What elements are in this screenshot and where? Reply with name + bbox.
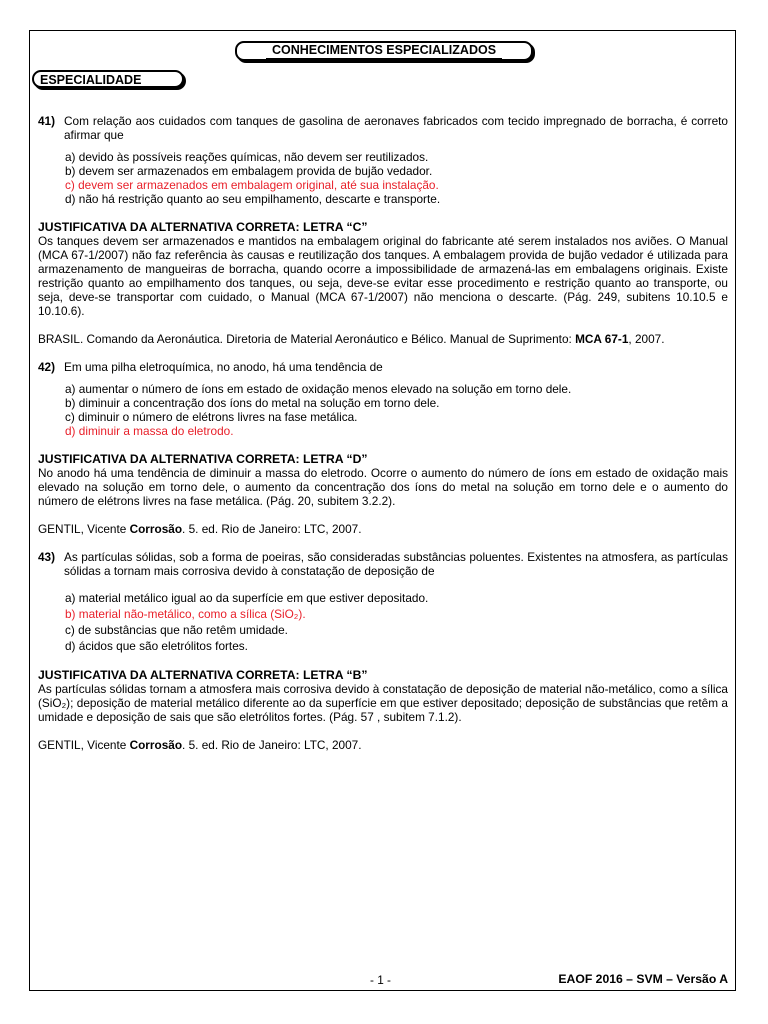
reference-pre: GENTIL, Vicente bbox=[38, 522, 130, 536]
reference-post: . 5. ed. Rio de Janeiro: LTC, 2007. bbox=[182, 738, 362, 752]
reference-bold: Corrosão bbox=[129, 522, 183, 536]
question-text: Com relação aos cuidados com tanques de gasolina de aeronaves fabricados com tecido impregnado de borracha, é correto afirmar que bbox=[64, 114, 728, 142]
question-42 bbox=[38, 360, 728, 536]
justification-text: No anodo há uma tendência de diminuir a massa do eletrodo. Ocorre o aumento do número de íons em estado de oxidação mais elevado na solução em torno dele, o aumento da concentração dos íons do metal na solução em torno dele e o aumento do número de elétrons livres na fase metálica. (Pág. 20, subitem 3.2.2). bbox=[38, 466, 728, 508]
option-d-correct: d) diminuir a massa do eletrodo. bbox=[65, 424, 234, 438]
reference-pre: BRASIL. Comando da Aeronáutica. Diretoria de Material Aeronáutico e Bélico. Manual de Suprimento: bbox=[38, 332, 576, 346]
option-c: c) diminuir o número de elétrons livres na fase metálica. bbox=[65, 410, 358, 424]
option-c: c) de substâncias que não retêm umidade. bbox=[65, 623, 288, 637]
question-text: As partículas sólidas, sob a forma de poeiras, são consideradas substâncias poluentes. Existentes na atmosfera, as partículas sólidas a tornam mais corrosiva devido à constatação de deposição de bbox=[64, 550, 728, 578]
specialty-badge bbox=[32, 70, 184, 88]
options-list bbox=[65, 150, 728, 206]
justification-title: JUSTIFICATIVA DA ALTERNATIVA CORRETA: LETRA “B” bbox=[38, 668, 368, 682]
justification-title: JUSTIFICATIVA DA ALTERNATIVA CORRETA: LETRA “D” bbox=[38, 452, 368, 466]
option-a: a) aumentar o número de íons em estado de oxidação menos elevado na solução em torno dele. bbox=[65, 382, 572, 396]
justification-text: As partículas sólidas tornam a atmosfera mais corrosiva devido à constatação de deposição de material não-metálico, como a sílica (SiO₂); deposição de material metálico diferente ao da superfície em que estiver depositado; deposição de substâncias que retêm a umidade e deposição de sais que são eletrólitos fortes. (Pág. 57 , subitem 7.1.2). bbox=[38, 682, 728, 724]
section-title: CONHECIMENTOS ESPECIALIZADOS bbox=[266, 43, 502, 59]
option-b-correct: b) material não-metálico, como a sílica (SiO₂). bbox=[65, 607, 306, 621]
exam-version: EAOF 2016 – SVM – Versão A bbox=[558, 972, 728, 986]
reference-bold: MCA 67-1 bbox=[575, 332, 629, 346]
option-b: b) diminuir a concentração dos íons do metal na solução em torno dele. bbox=[65, 396, 440, 410]
exam-content bbox=[38, 114, 728, 752]
option-a: a) devido às possíveis reações químicas, não devem ser reutilizados. bbox=[65, 150, 429, 164]
page-number: - 1 - bbox=[370, 973, 391, 987]
justification-title: JUSTIFICATIVA DA ALTERNATIVA CORRETA: LETRA “C” bbox=[38, 220, 368, 234]
options-list bbox=[65, 382, 728, 438]
question-number: 43) bbox=[38, 550, 56, 564]
reference-pre: GENTIL, Vicente bbox=[38, 738, 130, 752]
justification-text: Os tanques devem ser armazenados e mantidos na embalagem original do fabricante até serem instalados nos aviões. O Manual (MCA 67-1/2007) não faz referência às causas e reutilização dos tanques. A embalagem provida de bujão vedador é utilizada para armazenamento de mangueiras de borracha, quando ocorre a impossibilidade de armazená-las em embalagens originais. Existe restrição quanto ao empilhamento dos tanques, ou seja, deve-se evitar esse procedimento e restrição quanto ao transporte, ou seja, deve-se transportar com cuidado, o Manual (MCA 67-1/2007) não menciona o descarte. (Pág. 249, subitens 10.10.5 e 10.10.6). bbox=[38, 234, 728, 318]
reference-post: , 2007. bbox=[628, 332, 665, 346]
option-c-correct: c) devem ser armazenados em embalagem original, até sua instalação. bbox=[65, 178, 439, 192]
section-title-badge bbox=[235, 41, 533, 61]
option-b: b) devem ser armazenados em embalagem provida de bujão vedador. bbox=[65, 164, 433, 178]
question-number: 42) bbox=[38, 360, 56, 374]
option-d: d) não há restrição quanto ao seu empilhamento, descarte e transporte. bbox=[65, 192, 441, 206]
specialty-label: ESPECIALIDADE bbox=[40, 73, 142, 87]
question-text: Em uma pilha eletroquímica, no anodo, há uma tendência de bbox=[64, 360, 383, 374]
reference-post: . 5. ed. Rio de Janeiro: LTC, 2007. bbox=[182, 522, 362, 536]
option-d: d) ácidos que são eletrólitos fortes. bbox=[65, 639, 248, 653]
question-41 bbox=[38, 114, 728, 346]
reference bbox=[38, 738, 728, 752]
option-a: a) material metálico igual ao da superfície em que estiver depositado. bbox=[65, 591, 429, 605]
reference-bold: Corrosão bbox=[129, 738, 183, 752]
question-43 bbox=[38, 550, 728, 752]
question-number: 41) bbox=[38, 114, 56, 128]
reference bbox=[38, 522, 728, 536]
reference bbox=[38, 332, 728, 346]
options-list bbox=[65, 590, 728, 654]
